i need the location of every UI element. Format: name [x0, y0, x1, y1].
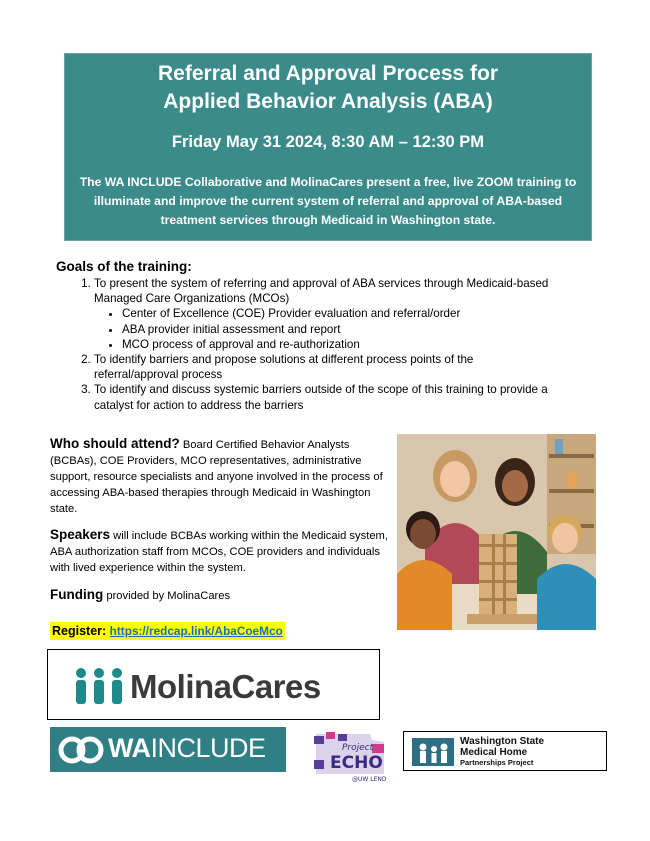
goal-sub-item: • MCO process of approval and re-authorization: [122, 337, 554, 352]
wsmh-logo: [403, 731, 607, 771]
wsmh-line-2: Medical Home: [460, 747, 528, 758]
event-description: The WA INCLUDE Collaborative and MolinaCares present a free, live ZOOM training to illuminate and improve the current system of referral and approval of ABA-based treatment services through Medicaid in Washington state.: [79, 175, 577, 227]
speakers-text: will include BCBAs working within the Medicaid system, ABA authorization staff from MCOs, COE providers and individuals with lived experience within the system.: [50, 530, 388, 574]
molina-wordmark: MolinaCares: [130, 668, 321, 705]
wainclude-wa: WA: [108, 733, 151, 763]
title-banner: [64, 53, 592, 241]
echo-main-text: ECHO: [330, 753, 383, 773]
goals-heading: Goals of the training:: [56, 259, 192, 274]
register-section: [50, 622, 285, 640]
children-playing-photo: [397, 434, 596, 630]
wsmh-line-3: Partnerships Project: [460, 758, 534, 767]
wainclude-rings-icon: [58, 736, 106, 764]
audience-lead: Who should attend?: [50, 436, 180, 451]
audience-text: Board Certified Behavior Analysts (BCBAs), COE Providers, MCO representatives, administrative support, resource specialists and anyone involved in the process of accessing ABA-based therapies through Medicaid in Washington state.: [50, 439, 383, 515]
echo-sub-text: @UW LEND: [352, 776, 387, 783]
register-link[interactable]: https://redcap.link/AbaCoeMco: [109, 624, 283, 638]
project-echo-logo: [312, 730, 392, 784]
goal-sub-item: • ABA provider initial assessment and report: [122, 322, 554, 337]
event-date: Friday May 31 2024, 8:30 AM – 12:30 PM: [171, 133, 485, 151]
audience-section: [50, 436, 390, 517]
goal-sub-item: • Center of Excellence (COE) Provider evaluation and referral/order: [122, 306, 554, 321]
funding-lead: Funding: [50, 587, 104, 602]
speakers-section: [50, 527, 390, 576]
wainclude-wordmark: [108, 733, 266, 764]
goal-item-2: 2. To identify barriers and propose solutions at different process points of the referral/approval process: [94, 352, 554, 382]
wainclude-include: INCLUDE: [150, 733, 266, 763]
echo-project-text: Project: [342, 743, 374, 753]
wsmh-line-1: Washington State: [460, 736, 545, 747]
page-title: [65, 60, 591, 116]
register-label: Register:: [52, 624, 107, 638]
goal-item-1-text: To present the system of referring and approval of ABA services through Medicaid-based Managed Care Organizations (MCOs): [94, 277, 549, 306]
molina-people-icon: [72, 667, 126, 705]
goal-item-3: 3. To identify and discuss systemic barriers outside of the scope of this training to provide a catalyst for action to address the barriers: [94, 382, 554, 412]
molinacares-logo: [47, 649, 380, 720]
speakers-lead: Speakers: [50, 527, 111, 542]
wsmh-family-icon: [410, 736, 456, 767]
goals-list: [74, 276, 554, 413]
goal-item-1: [94, 276, 554, 352]
funding-section: [50, 587, 230, 602]
title-line-2: Applied Behavior Analysis (ABA): [163, 90, 493, 113]
wainclude-logo: [50, 727, 286, 772]
title-line-1: Referral and Approval Process for: [158, 62, 498, 85]
funding-text: provided by MolinaCares: [103, 590, 231, 602]
